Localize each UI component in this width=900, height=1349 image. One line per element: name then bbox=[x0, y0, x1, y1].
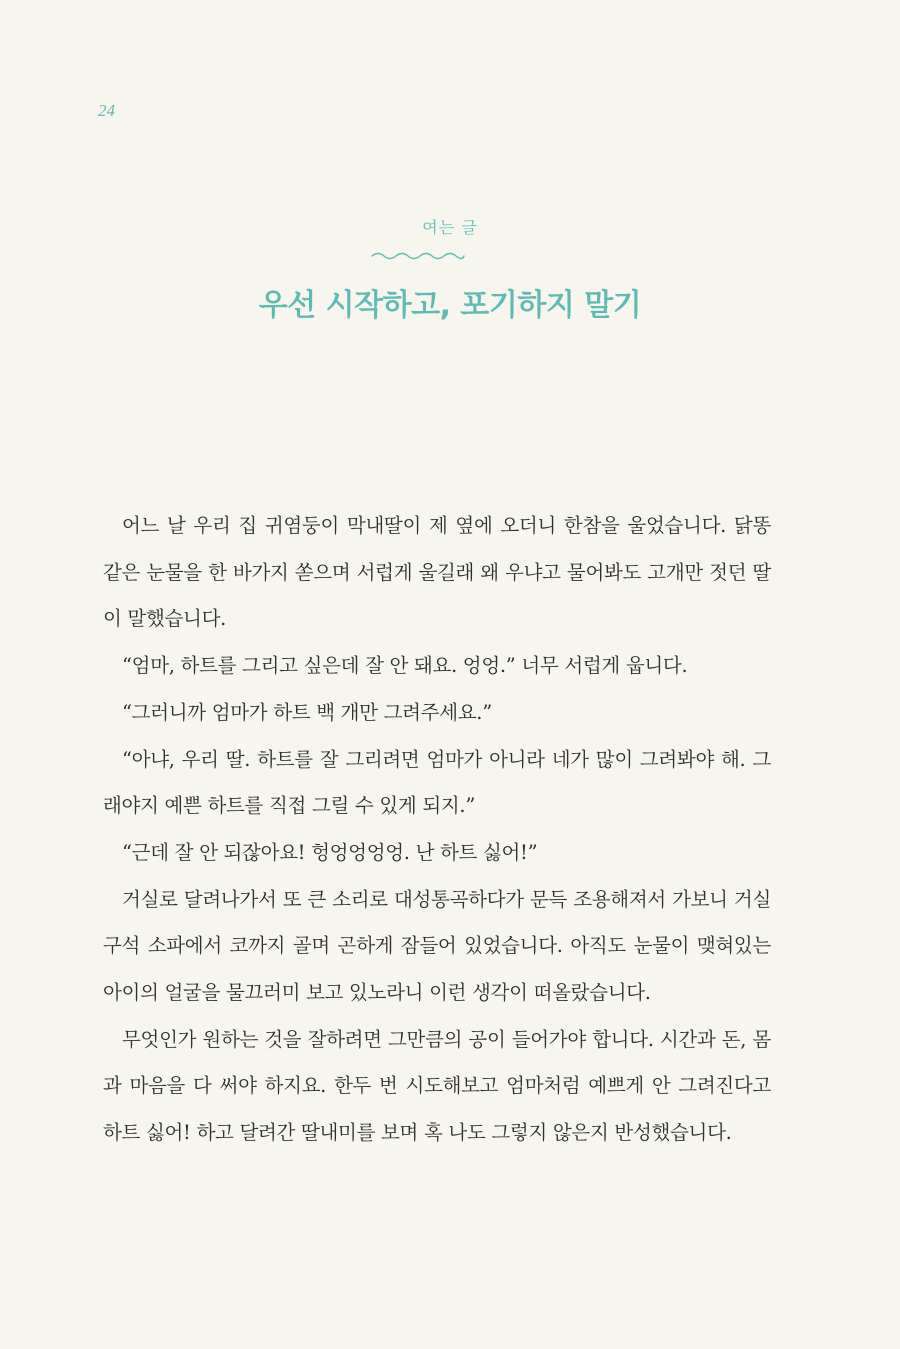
paragraph: “엄마, 하트를 그리고 싶은데 잘 안 돼요. 엉엉.” 너무 서럽게 웁니다. bbox=[122, 654, 688, 678]
page-number: 24 bbox=[98, 101, 115, 120]
section-label: 여는 글 bbox=[422, 218, 478, 237]
chapter-title: 우선 시작하고, 포기하지 말기 bbox=[258, 288, 642, 323]
paragraph: “근데 잘 안 되잖아요! 헝엉엉엉엉. 난 하트 싫어!” bbox=[122, 840, 538, 864]
paragraph: “아냐, 우리 딸. 하트를 잘 그리려면 엄마가 아니라 네가 많이 그려봐야 해. 그래야지 예쁜 하트를 직접 그릴 수 있게 되지.” bbox=[103, 747, 771, 818]
paragraph: “그러니까 엄마가 하트 백 개만 그려주세요.” bbox=[122, 700, 492, 724]
wave-divider bbox=[370, 250, 466, 262]
paragraph: 무엇인가 원하는 것을 잘하려면 그만큼의 공이 들어가야 합니다. 시간과 돈, 몸과 마음을 다 써야 하지요. 한두 번 시도해보고 엄마처럼 예쁘게 안 그려진다고 하트 싫어! 하고 달려간 딸내미를 보며 혹 나도 그렇지 않은지 반성했습니다. bbox=[103, 1027, 771, 1145]
paragraph: 어느 날 우리 집 귀염둥이 막내딸이 제 옆에 오더니 한참을 울었습니다. 닭똥 같은 눈물을 한 바가지 쏟으며 서럽게 울길래 왜 우냐고 물어봐도 고개만 젓던 딸이 말했습니다. bbox=[103, 514, 771, 631]
body-text bbox=[103, 503, 771, 1157]
paragraph: 거실로 달려나가서 또 큰 소리로 대성통곡하다가 문득 조용해져서 가보니 거실 구석 소파에서 코까지 골며 곤하게 잠들어 있었습니다. 아직도 눈물이 맺혀있는 아이의 얼굴을 물끄러미 보고 있노라니 이런 생각이 떠올랐습니다. bbox=[103, 887, 771, 1005]
